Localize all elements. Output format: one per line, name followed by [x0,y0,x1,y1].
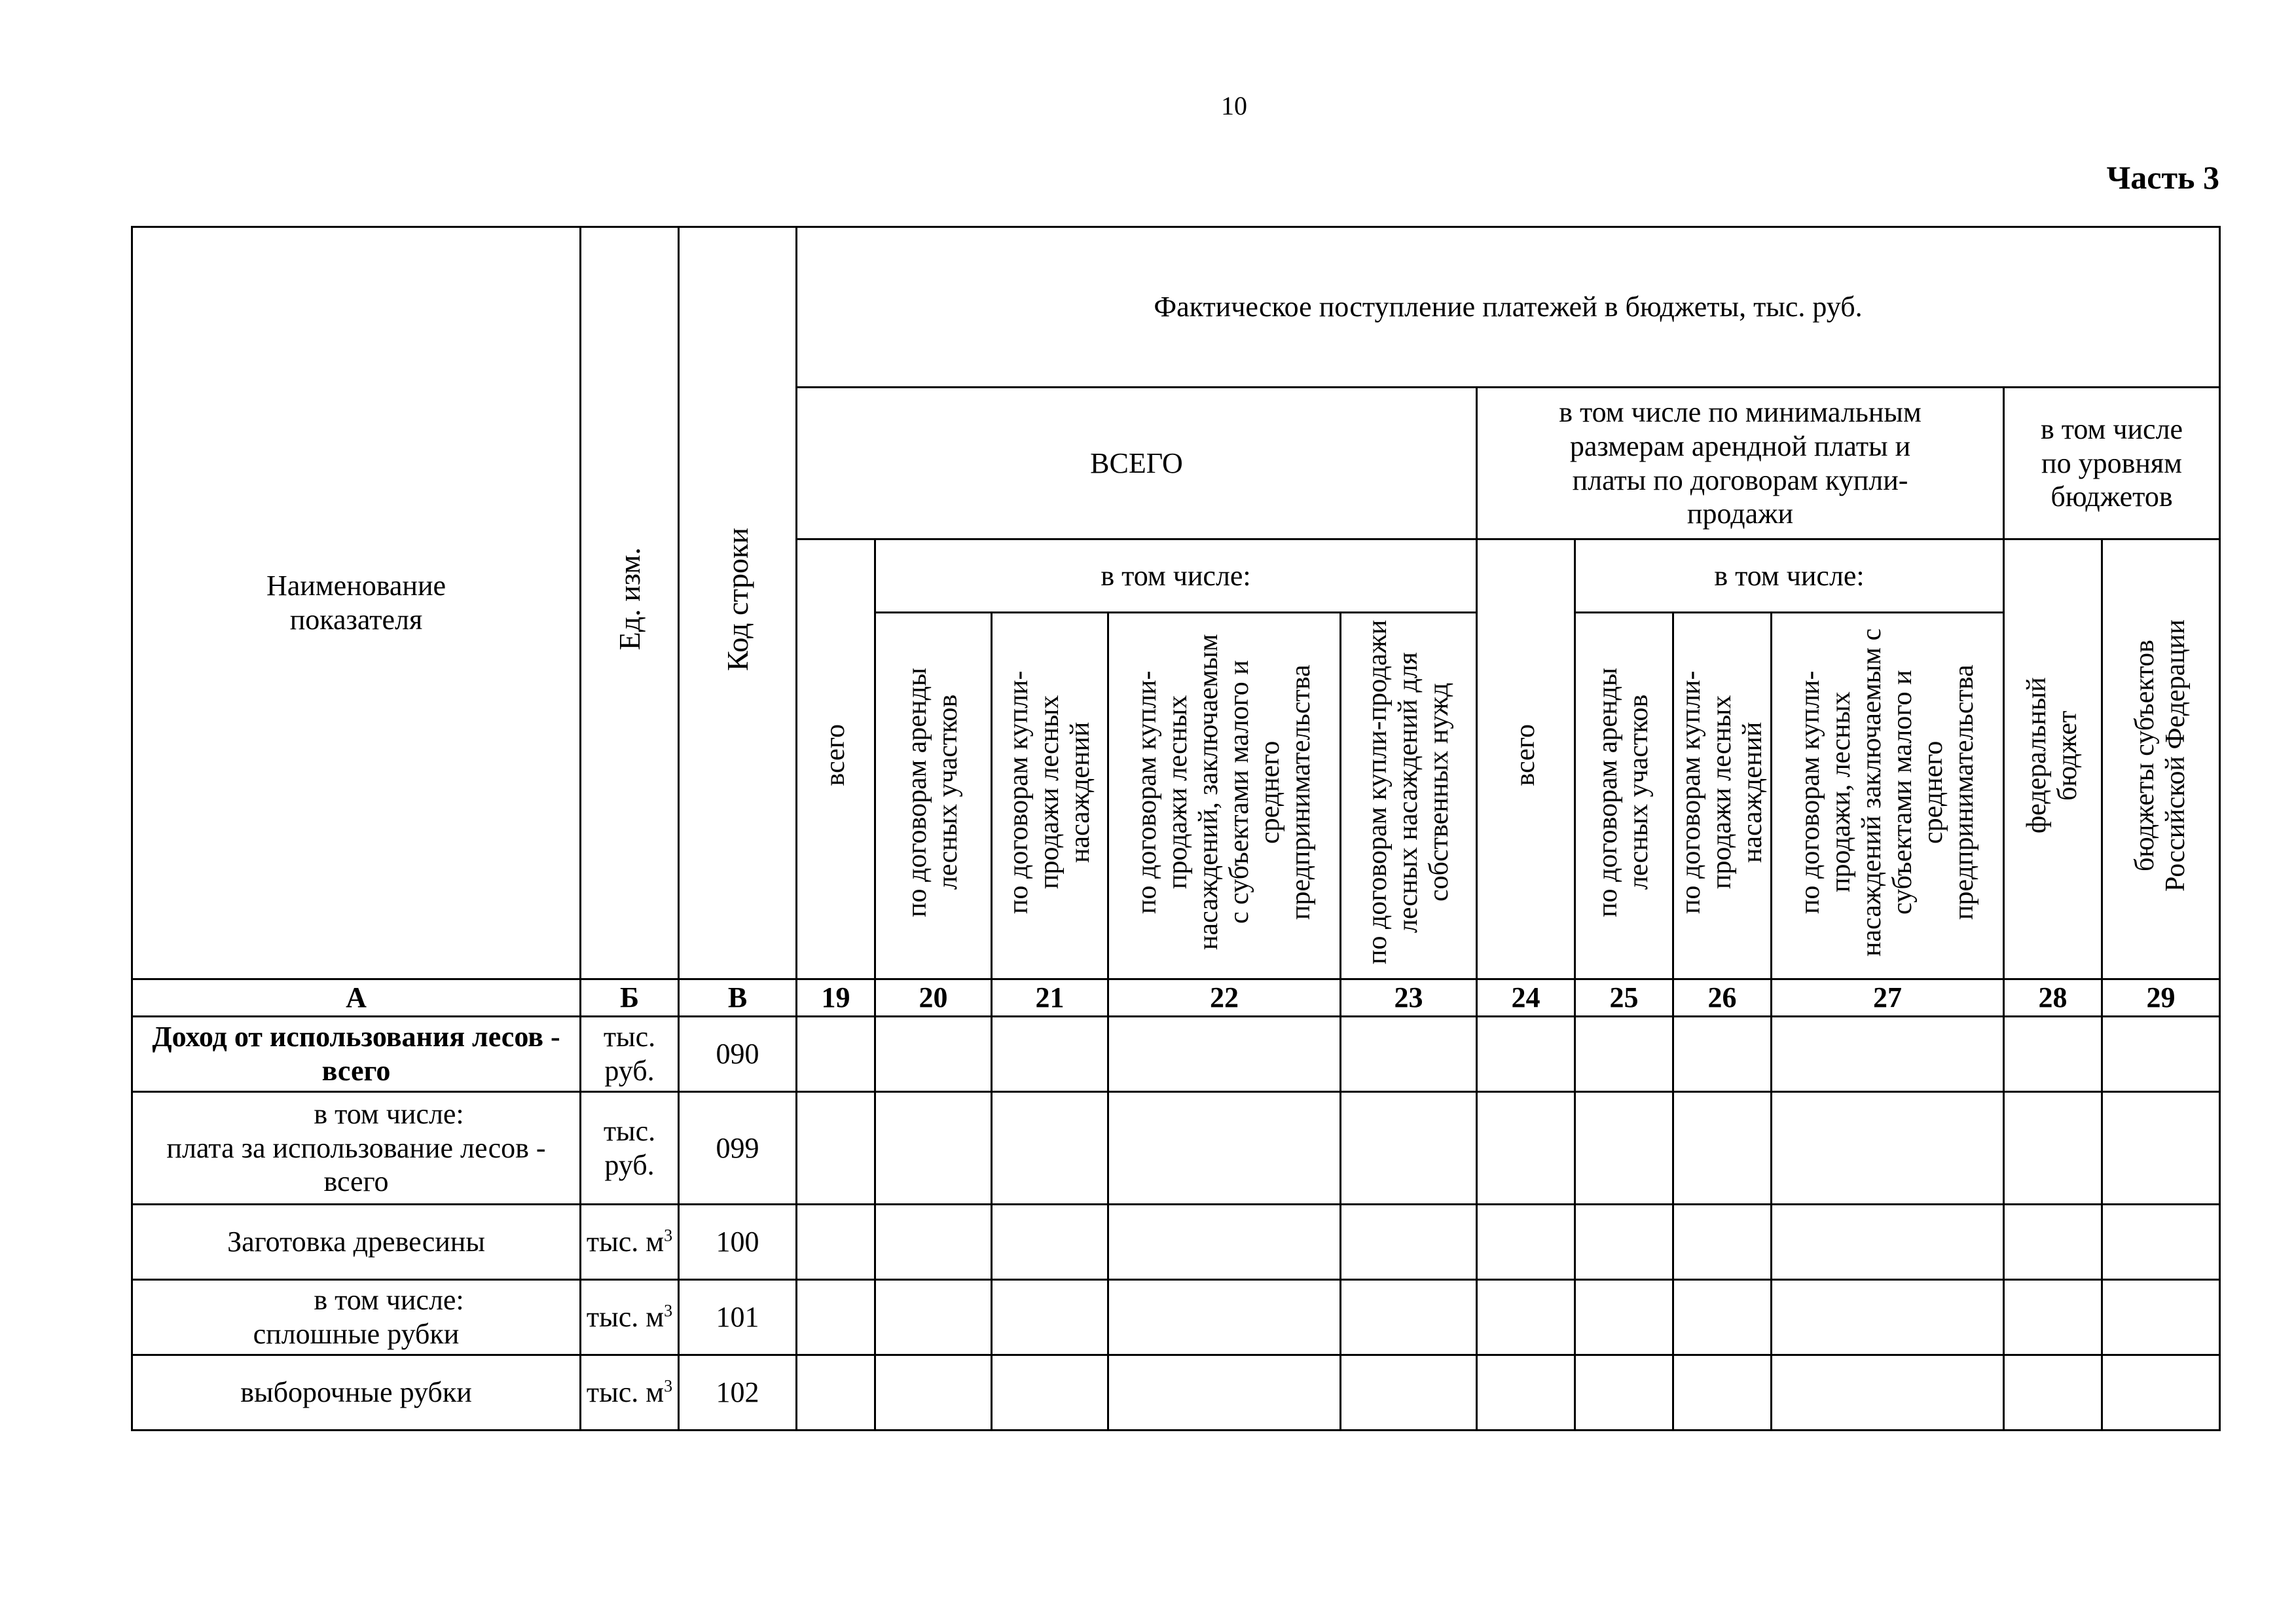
data-cell[interactable] [1673,1355,1772,1431]
data-cell[interactable] [2004,1092,2102,1205]
header-sub-purchase: по договорам купли-продажи лесных насаждений [992,613,1108,979]
col-code: А [132,979,581,1017]
data-cell[interactable] [875,1092,992,1205]
data-cell[interactable] [2102,1355,2220,1431]
row-name: выборочные рубки [132,1355,581,1431]
header-code: Код строки [679,227,797,979]
row-code: 090 [679,1017,797,1092]
col-code: 29 [2102,979,2220,1017]
data-cell[interactable] [1673,1280,1772,1355]
data-cell[interactable] [1108,1280,1341,1355]
row-prefix: в том числе: [314,1097,464,1130]
row-code: 100 [679,1205,797,1280]
row-code: 102 [679,1355,797,1431]
data-cell[interactable] [1477,1205,1575,1280]
col-code: 25 [1575,979,1673,1017]
data-cell[interactable] [1575,1280,1673,1355]
data-cell[interactable] [1575,1355,1673,1431]
data-cell[interactable] [797,1280,875,1355]
data-cell[interactable] [1772,1205,2004,1280]
header-sub-min-purchase: по договорам купли-продажи лесных насаждений [1673,613,1772,979]
header-sub-min-total: всего [1477,539,1575,979]
col-code: 28 [2004,979,2102,1017]
data-cell[interactable] [2004,1205,2102,1280]
data-cell[interactable] [1477,1355,1575,1431]
row-unit: тыс. $м^3$ [581,1205,679,1280]
header-unit: Ед. изм. [581,227,679,979]
header-sub-regional: бюджеты субъектов Российской Федерации [2102,539,2220,979]
payments-table [131,226,2221,1431]
header-sub-lease: по договорам аренды лесных участков [875,613,992,979]
row-unit: тыс. руб. [581,1092,679,1205]
col-code: 20 [875,979,992,1017]
header-sub-federal: федеральный бюджет [2004,539,2102,979]
data-cell[interactable] [875,1017,992,1092]
header-sub-min-lease: по договорам аренды лесных участков [1575,613,1673,979]
data-cell[interactable] [1673,1092,1772,1205]
header-group-minimal: в том числе по минимальным размерам арендной платы и платы по договорам купли-продажи [1477,388,2004,539]
col-code: 23 [1341,979,1477,1017]
data-cell[interactable] [1772,1280,2004,1355]
data-cell[interactable] [1341,1017,1477,1092]
part-label: Часть 3 [2106,159,2219,196]
row-name: Доход от использования лесов - всего [132,1017,581,1092]
data-cell[interactable] [2102,1092,2220,1205]
data-cell[interactable] [992,1092,1108,1205]
row-code: 099 [679,1092,797,1205]
header-sub-small-business: по договорам купли-продажи лесных насаждений, заключаемым с субъектами малого и среднего предпринимательства [1108,613,1341,979]
data-cell[interactable] [875,1355,992,1431]
table-row [132,1017,2220,1092]
data-cell[interactable] [1341,1205,1477,1280]
data-cell[interactable] [992,1205,1108,1280]
data-cell[interactable] [797,1017,875,1092]
data-cell[interactable] [875,1205,992,1280]
data-cell[interactable] [1108,1017,1341,1092]
data-cell[interactable] [1673,1205,1772,1280]
table-row [132,1355,2220,1431]
col-code: В [679,979,797,1017]
row-unit: тыс. руб. [581,1017,679,1092]
row-prefix: в том числе: [314,1284,464,1317]
data-cell[interactable] [992,1355,1108,1431]
data-cell[interactable] [992,1017,1108,1092]
data-cell[interactable] [1341,1280,1477,1355]
header-sub-total: всего [797,539,875,979]
data-cell[interactable] [1477,1017,1575,1092]
header-group-total: ВСЕГО [797,388,1477,539]
data-cell[interactable] [2004,1280,2102,1355]
col-code: 27 [1772,979,2004,1017]
data-cell[interactable] [1772,1017,2004,1092]
row-name: в том числе: плата за использование лесов - всего [132,1092,581,1205]
data-cell[interactable] [797,1205,875,1280]
data-cell[interactable] [1575,1092,1673,1205]
data-cell[interactable] [992,1280,1108,1355]
row-name: в том числе: сплошные рубки [132,1280,581,1355]
data-cell[interactable] [2102,1205,2220,1280]
data-cell[interactable] [2004,1355,2102,1431]
data-cell[interactable] [1575,1205,1673,1280]
header-name: Наименование показателя [132,227,581,979]
data-cell[interactable] [2004,1017,2102,1092]
col-code: Б [581,979,679,1017]
data-cell[interactable] [1108,1205,1341,1280]
data-cell[interactable] [1772,1092,2004,1205]
data-cell[interactable] [797,1355,875,1431]
table-row [132,1205,2220,1280]
header-main-title: Фактическое поступление платежей в бюджеты, тыс. руб. [797,227,2220,388]
data-cell[interactable] [2102,1017,2220,1092]
row-code: 101 [679,1280,797,1355]
data-cell[interactable] [1341,1355,1477,1431]
row-name: Заготовка древесины [132,1205,581,1280]
data-cell[interactable] [797,1092,875,1205]
col-code: 24 [1477,979,1575,1017]
row-unit: тыс. $м^3$ [581,1280,679,1355]
table-row [132,1280,2220,1355]
data-cell[interactable] [1772,1355,2004,1431]
page-number: 10 [1221,91,1247,120]
data-cell[interactable] [1341,1092,1477,1205]
data-cell[interactable] [1108,1355,1341,1431]
col-code: 19 [797,979,875,1017]
row-unit: тыс. $м^3$ [581,1355,679,1431]
header-group-levels: в том числе по уровням бюджетов [2004,388,2220,539]
data-cell[interactable] [1477,1092,1575,1205]
col-code: 26 [1673,979,1772,1017]
header-including-2: в том числе: [1575,539,2004,613]
col-code: 22 [1108,979,1341,1017]
data-cell[interactable] [1575,1017,1673,1092]
data-cell[interactable] [1673,1017,1772,1092]
column-codes-row [132,979,2220,1017]
data-cell[interactable] [1108,1092,1341,1205]
table-row [132,1092,2220,1205]
header-sub-own-needs: по договорам купли-продажи лесных насаждений для собственных нужд [1341,613,1477,979]
header-including-1: в том числе: [875,539,1477,613]
col-code: 21 [992,979,1108,1017]
data-cell[interactable] [1477,1280,1575,1355]
header-sub-min-small-business: по договорам купли-продажи, лесных насаждений заключаемым с субъектами малого и среднего предпринимательства [1772,613,2004,979]
data-cell[interactable] [2102,1280,2220,1355]
data-cell[interactable] [875,1280,992,1355]
